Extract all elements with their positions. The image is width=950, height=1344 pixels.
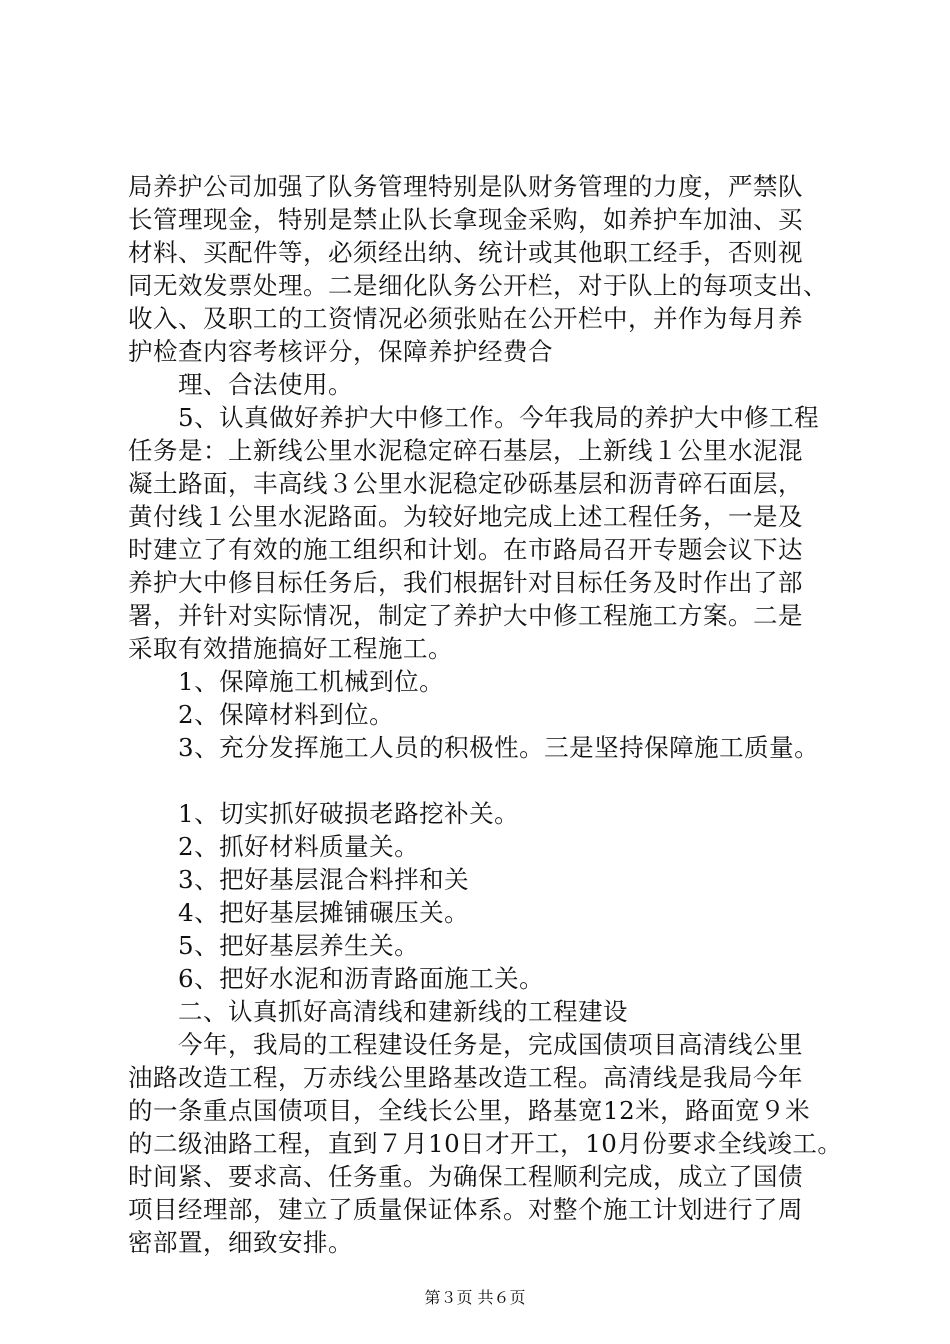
- text-line: 油路改造工程，万赤线公里路基改造工程。高清线是我局今年: [128, 1063, 803, 1092]
- text-line: 4、把好基层摊铺碾压关。: [128, 898, 470, 927]
- text-line: 项目经理部，建立了质量保证体系。对整个施工计划进行了周: [128, 1195, 803, 1224]
- text-line: 2、保障材料到位。: [128, 700, 395, 729]
- text-line: 采取有效措施搞好工程施工。: [128, 634, 453, 663]
- text-line: 养护大中修目标任务后，我们根据针对目标任务及时作出了部: [128, 568, 803, 597]
- text-line: 黄付线１公里水泥路面。为较好地完成上述工程任务，一是及: [128, 502, 803, 531]
- text-line: 3、把好基层混合料拌和关: [128, 865, 470, 894]
- text-line: 署，并针对实际情况，制定了养护大中修工程施工方案。二是: [128, 601, 803, 630]
- text-line: 5、把好基层养生关。: [128, 931, 420, 960]
- text-line: 长管理现金，特别是禁止队长拿现金采购，如养护车加油、买: [128, 205, 803, 234]
- text-line: 同无效发票处理。二是细化队务公开栏，对于队上的每项支出、: [128, 271, 828, 300]
- text-line: 凝土路面，丰高线３公里水泥稳定砂砾基层和沥青碎石面层，: [128, 469, 803, 498]
- text-line: 任务是：上新线公里水泥稳定碎石基层，上新线１公里水泥混: [128, 436, 803, 465]
- text-line: 时间紧、要求高、任务重。为确保工程顺利完成，成立了国债: [128, 1162, 803, 1191]
- text-line: 理、合法使用。: [128, 370, 353, 399]
- text-line: 收入、及职工的工资情况必须张贴在公开栏中，并作为每月养: [128, 304, 803, 333]
- text-line: 时建立了有效的施工组织和计划。在市路局召开专题会议下达: [128, 535, 803, 564]
- text-line: 护检查内容考核评分，保障养护经费合: [128, 337, 553, 366]
- text-line: 局养护公司加强了队务管理特别是队财务管理的力度，严禁队: [128, 172, 803, 201]
- text-line: 3、充分发挥施工人员的积极性。三是坚持保障施工质量。: [128, 733, 820, 762]
- text-line: 5、认真做好养护大中修工作。今年我局的养护大中修工程: [128, 403, 820, 432]
- text-line: 1、切实抓好破损老路挖补关。: [128, 799, 520, 828]
- text-line: 1、保障施工机械到位。: [128, 667, 445, 696]
- text-line: 6、把好水泥和沥青路面施工关。: [128, 964, 545, 993]
- text-line: 2、抓好材料质量关。: [128, 832, 420, 861]
- text-line: 今年，我局的工程建设任务是，完成国债项目高清线公里: [128, 1030, 803, 1059]
- section-heading: 二、认真抓好高清线和建新线的工程建设: [128, 997, 628, 1026]
- text-line: 密部置，细致安排。: [128, 1228, 353, 1257]
- text-line: 的一条重点国债项目，全线长公里，路基宽12米，路面宽９米: [128, 1096, 811, 1125]
- text-line: 材料、买配件等，必须经出纳、统计或其他职工经手，否则视: [128, 238, 803, 267]
- page-number-footer: 第３页 共６页: [424, 1288, 526, 1307]
- text-line: 的二级油路工程，直到７月10日才开工，10月份要求全线竣工。: [128, 1129, 843, 1158]
